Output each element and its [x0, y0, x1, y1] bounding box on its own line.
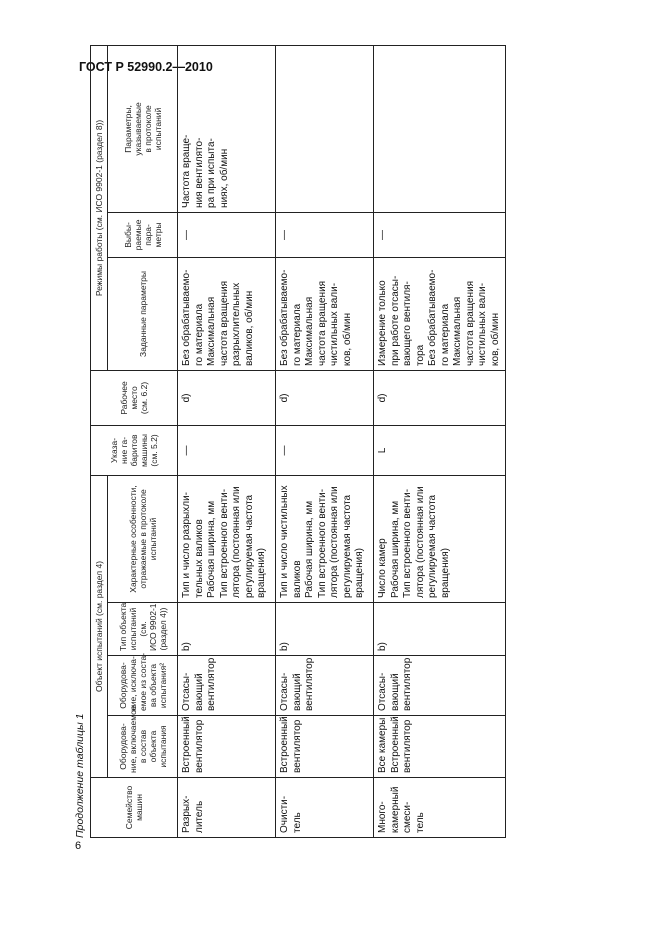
cell-line: (см. 6.2) [139, 381, 149, 415]
cell-line: ва объекта [147, 663, 158, 708]
cell-line: объекта [147, 730, 158, 763]
cell-line: вентилятор [206, 657, 217, 711]
rotated-table-page [74, 96, 501, 838]
cell-line: вающего вентиля- [402, 281, 413, 366]
cell-line: вращения) [439, 548, 451, 598]
cell-line: камерный [389, 786, 401, 833]
cell-line: Тип встроенного венти- [402, 488, 413, 598]
cell-line: вающий [193, 673, 205, 711]
cell-line: валиков, об/мин [243, 290, 255, 366]
cell-line: вающий [291, 673, 303, 711]
header-report-params [108, 45, 178, 212]
cell-line: машин [134, 794, 144, 821]
cell-line: в состав [137, 729, 148, 764]
cell-characteristics [178, 475, 276, 602]
cell-dimensions: L [374, 425, 506, 475]
cell-line: Измерение только [377, 280, 388, 366]
cell-line: регулируемая частота [243, 494, 255, 598]
cell-line: валиков [291, 560, 303, 598]
cell-line: Тип встроенного венти- [316, 488, 328, 598]
cell-line: машины [139, 433, 149, 467]
header-object-group: Объект испытаний (см. раздел 4) [91, 475, 108, 777]
cell-line: го материала [291, 303, 303, 366]
cell-line: ние га- [119, 436, 129, 464]
cell-characteristics [276, 475, 374, 602]
cell-line: Выбы- [122, 222, 133, 248]
cell-workplace: d) [374, 370, 506, 425]
cell-equip-included [374, 716, 506, 778]
cell-line: вентилятор [402, 719, 413, 773]
cell-line: Отсасы- [279, 672, 290, 711]
cell-characteristics [374, 475, 506, 602]
header-dimensions [91, 425, 178, 475]
cell-line: Частота враще- [181, 134, 192, 208]
cell-line: Встроенный [181, 716, 192, 773]
cell-set-params [374, 257, 506, 370]
cell-line: метры [152, 222, 163, 248]
cell-line: Тип и число чистильных [279, 485, 290, 598]
cell-line: вентилятор [291, 719, 303, 773]
cell-line: ИСО 9902-1 [147, 603, 158, 651]
cell-line: раемые [132, 219, 143, 251]
cell-line: Рабочая ширина, мм [206, 500, 217, 598]
cell-line: Отсасы- [181, 672, 192, 711]
cell-line: Рабочая ширина, мм [304, 500, 315, 598]
cell-equip-excluded [374, 656, 506, 716]
cell-line: вающий [389, 673, 401, 711]
cell-line: Рабочая ширина, мм [389, 500, 401, 598]
cell-line: Встроенный [279, 716, 290, 773]
cell-line: чистильных вали- [477, 282, 488, 366]
cell-line: Без обрабатываемо- [279, 269, 290, 366]
cell-line: ков, об/мин [341, 312, 353, 366]
cell-line: тельных валиков [193, 519, 205, 598]
cell-object-type: b) [178, 603, 276, 656]
cell-line: чистильных вали- [329, 282, 340, 366]
cell-line: Максимальная [304, 296, 315, 366]
header-equip-excluded [108, 652, 178, 716]
cell-equip-excluded [276, 656, 374, 716]
cell-line: Без обрабатываемо- [427, 269, 438, 366]
cell-line: Указа- [109, 437, 119, 463]
cell-line: го материала [439, 303, 451, 366]
cell-line: частота вращения [316, 280, 328, 366]
header-object-type [108, 603, 178, 656]
cell-line: Характерные особенности, [127, 485, 138, 593]
cell-line: ков, об/мин [489, 312, 501, 366]
cell-line: ние, исключа- [127, 656, 138, 711]
cell-line: Встроенный [389, 716, 401, 773]
cell-line: ниях, об/мин [218, 148, 230, 208]
cell-line: Очисти- [279, 795, 290, 833]
cell-line: Все камеры [377, 717, 388, 773]
cell-line: вентилятор [193, 719, 205, 773]
cell-line: (см. 5.2) [149, 434, 159, 467]
cell-workplace: d) [178, 370, 276, 425]
cell-line: Разрых- [181, 795, 192, 833]
cell-family [374, 778, 506, 838]
cell-line: Тип объекта [117, 602, 128, 651]
cell-line: Параметры, [122, 105, 133, 153]
cell-line: вентилятор [402, 657, 413, 711]
machine-families-table [90, 45, 506, 838]
cell-set-params [178, 257, 276, 370]
header-equip-included [108, 705, 178, 778]
table-row [276, 45, 374, 837]
header-workplace [91, 370, 178, 425]
cell-line: вращения) [256, 548, 267, 598]
header-modes-group: Режимы работы (см. ИСО 9902-1 (раздел 8)) [91, 45, 108, 370]
cell-dimensions: — [178, 425, 276, 475]
table-row [178, 45, 276, 837]
header-family [91, 778, 178, 838]
cell-line: Оборудова- [117, 723, 128, 770]
cell-line: Максимальная [452, 296, 463, 366]
cell-line: ния вентилято- [193, 137, 205, 208]
standard-header: ГОСТ Р 52990.2—2010 [79, 60, 213, 74]
cell-object-type: b) [374, 603, 506, 656]
cell-equip-excluded [178, 656, 276, 716]
cell-line: при работе отсасы- [389, 275, 401, 366]
cell-line: Рабочее [119, 381, 129, 415]
cell-line: го материала [193, 303, 205, 366]
cell-line: место [129, 386, 139, 410]
header-characteristics [108, 475, 178, 602]
cell-line: тора [414, 344, 426, 366]
cell-line: отражаемые в протоколе [137, 489, 148, 589]
cell-line: Отсасы- [377, 672, 388, 711]
cell-equip-included [276, 716, 374, 778]
header-set-params: Заданные параметры [108, 257, 178, 370]
cell-dimensions: — [276, 425, 374, 475]
cell-line: Максимальная [206, 296, 217, 366]
cell-selected-params: — [374, 212, 506, 257]
cell-line: испытания² [157, 662, 168, 709]
cell-object-type: b) [276, 603, 374, 656]
cell-line: лятора (постоянная или [329, 486, 340, 598]
cell-line: (см. [137, 621, 148, 637]
cell-line: Без обрабатываемо- [181, 269, 192, 366]
cell-line: частота вращения [218, 280, 230, 366]
cell-selected-params: — [178, 212, 276, 257]
cell-report-params [178, 45, 276, 212]
cell-family [276, 778, 374, 838]
cell-line: указываемые [132, 102, 143, 156]
cell-line: Много- [377, 801, 388, 833]
cell-line: Семейство [124, 785, 134, 830]
cell-line: тель [291, 812, 303, 833]
cell-line: частота вращения [464, 280, 476, 366]
cell-line: ра при испыта- [206, 138, 217, 208]
cell-line: в протоколе [142, 105, 153, 153]
cell-line: лятора (постоянная или [231, 486, 242, 598]
cell-line: испытания [157, 725, 168, 768]
cell-line: пара- [142, 224, 153, 246]
header-selected-params [108, 212, 178, 257]
cell-set-params [276, 257, 374, 370]
cell-workplace: d) [276, 370, 374, 425]
cell-line: баритов [129, 434, 139, 467]
cell-line: ние, включаемое [127, 705, 138, 773]
table-continuation-caption: Продолжение таблицы 1 [74, 713, 86, 838]
cell-report-params [374, 45, 506, 212]
cell-line: разрыхлительных [231, 282, 242, 366]
cell-line: (раздел 4)) [157, 607, 168, 651]
cell-equip-included [178, 716, 276, 778]
cell-line: тель [414, 812, 426, 833]
cell-line: вращения) [354, 548, 365, 598]
cell-line: вентилятор [304, 657, 315, 711]
cell-line: литель [193, 800, 205, 833]
cell-line: регулируемая частота [341, 494, 353, 598]
cell-family [178, 778, 276, 838]
cell-line: испытаний [152, 107, 163, 151]
table-row [374, 45, 506, 837]
cell-line: емое из соста- [137, 652, 148, 711]
cell-line: Оборудова- [117, 662, 128, 709]
page-number: 6 [75, 840, 82, 852]
cell-line: Тип встроенного венти- [218, 488, 230, 598]
cell-line: испытаний [147, 517, 158, 561]
cell-line: Тип и число разрыхли- [181, 492, 192, 598]
cell-line: регулируемая частота [427, 494, 438, 598]
cell-line: смеси- [402, 801, 413, 833]
cell-report-params [276, 45, 374, 212]
cell-selected-params: — [276, 212, 374, 257]
cell-line: испытаний [127, 607, 138, 651]
cell-line: Число камер [377, 538, 388, 598]
cell-line: лятора (постоянная или [414, 486, 426, 598]
